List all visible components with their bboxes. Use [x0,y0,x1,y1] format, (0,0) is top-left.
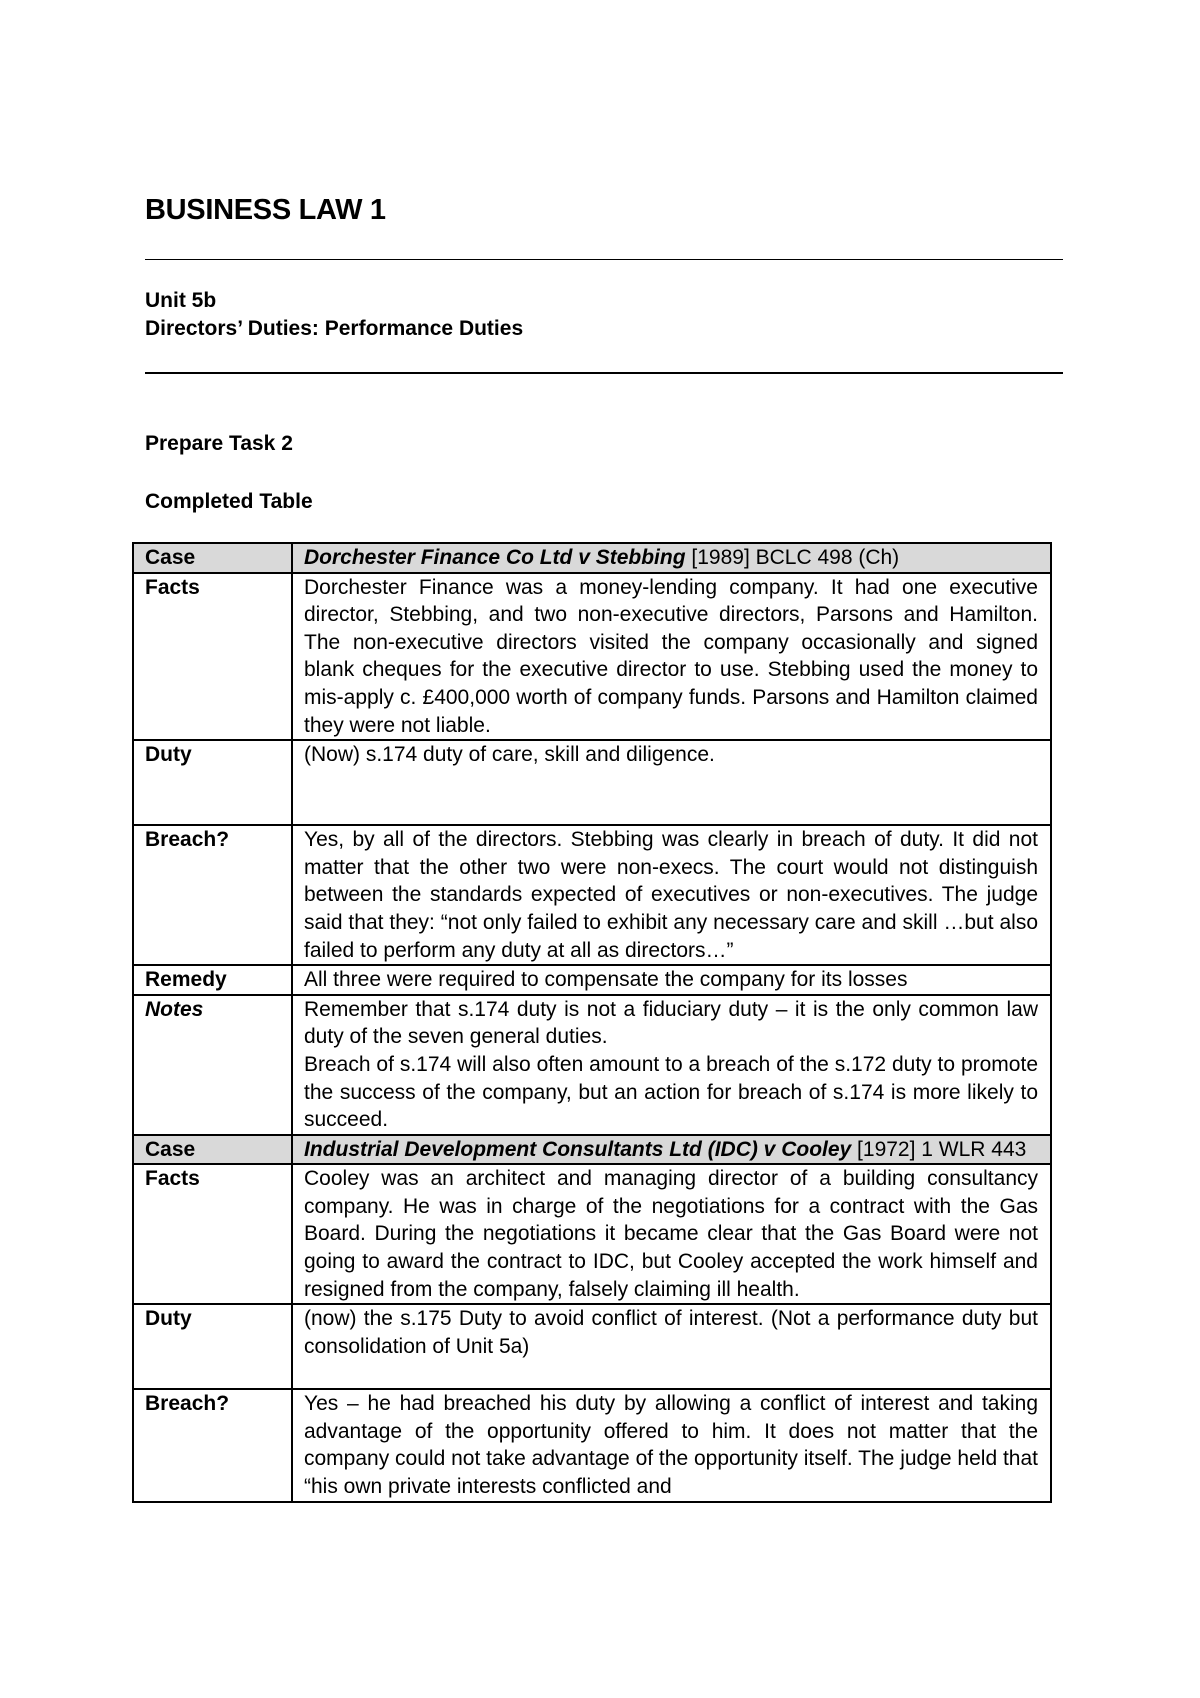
task-heading: Prepare Task 2 [145,432,293,455]
case-2-breach: Yes – he had breached his duty by allowing a conflict of interest and taking advantage of the opportunity offered to him. It does not matter that the company could not take advantage of the opportunity itself. The judge held that “his own private interests conflicted and [292,1389,1051,1501]
case-1-duty-row [133,740,1051,825]
case-1-breach-row [133,825,1051,965]
unit-subtitle: Directors’ Duties: Performance Duties [145,317,524,340]
case-label: Case [133,543,292,573]
duty-label: Duty [133,740,292,825]
facts-label: Facts [133,573,292,741]
duty-label: Duty [133,1304,292,1389]
cases-table [132,542,1052,1503]
case-2-facts: Cooley was an architect and managing director of a building consultancy company. He was in charge of the negotiations for a contract with the Gas Board. During the negotiations it became clear that the Gas Board were not going to award the contract to IDC, but Cooley accepted the work himself and resigned from the company, falsely claiming ill health. [292,1164,1051,1304]
case-2-title-row [133,1135,1051,1165]
table-heading: Completed Table [145,490,313,513]
case-1-duty: (Now) s.174 duty of care, skill and diligence. [292,740,1051,825]
case-1-notes-paragraph-2: Breach of s.174 will also often amount to a breach of the s.172 duty to promote the success of the company, but an action for breach of s.174 is more likely to succeed. [304,1052,1038,1132]
case-1-notes-row [133,995,1051,1135]
case-1-notes-paragraph-1: Remember that s.174 duty is not a fiduciary duty – it is the only common law duty of the seven general duties. [304,997,1038,1049]
unit-number: Unit 5b [145,289,217,312]
case-label: Case [133,1135,292,1165]
case-1-facts-row [133,573,1051,741]
facts-label: Facts [133,1164,292,1304]
breach-label: Breach? [133,825,292,965]
case-2-citation: [1972] 1 WLR 443 [851,1137,1027,1161]
case-1-notes-cell [292,995,1051,1135]
notes-label: Notes [133,995,292,1135]
case-2-name: Industrial Development Consultants Ltd (IDC) v Cooley [304,1137,852,1161]
case-2-duty-row [133,1304,1051,1389]
case-1-remedy: All three were required to compensate the company for its losses [292,965,1051,995]
case-1-name: Dorchester Finance Co Ltd v Stebbing [304,546,686,569]
case-2-breach-row [133,1389,1051,1501]
case-1-remedy-row [133,965,1051,995]
case-1-title-cell [292,543,1051,573]
case-1-breach: Yes, by all of the directors. Stebbing was clearly in breach of duty. It did not matter that the other two were non-execs. The court would not distinguish between the standards expected of executives or non-executives. The judge said that they: “not only failed to exhibit any necessary care and skill …but also failed to perform any duty at all as directors…” [292,825,1051,965]
case-1-title-row [133,543,1051,573]
case-2-title-cell [292,1135,1051,1165]
case-1-facts: Dorchester Finance was a money-lending company. It had one executive director, Stebbing, and two non-executive directors, Parsons and Hamilton. The non-executive directors visited the company occasionally and signed blank cheques for the executive director to use. Stebbing used the money to mis-apply c. £400,000 worth of company funds. Parsons and Hamilton claimed they were not liable. [292,573,1051,741]
remedy-label: Remedy [133,965,292,995]
case-2-facts-row [133,1164,1051,1304]
case-1-citation: [1989] BCLC 498 (Ch) [685,546,900,569]
subtitle-divider [145,372,1063,374]
case-2-duty: (now) the s.175 Duty to avoid conflict of interest. (Not a performance duty but consolidation of Unit 5a) [292,1304,1051,1389]
document-title: BUSINESS LAW 1 [145,194,386,226]
title-divider [145,259,1063,260]
breach-label: Breach? [133,1389,292,1501]
